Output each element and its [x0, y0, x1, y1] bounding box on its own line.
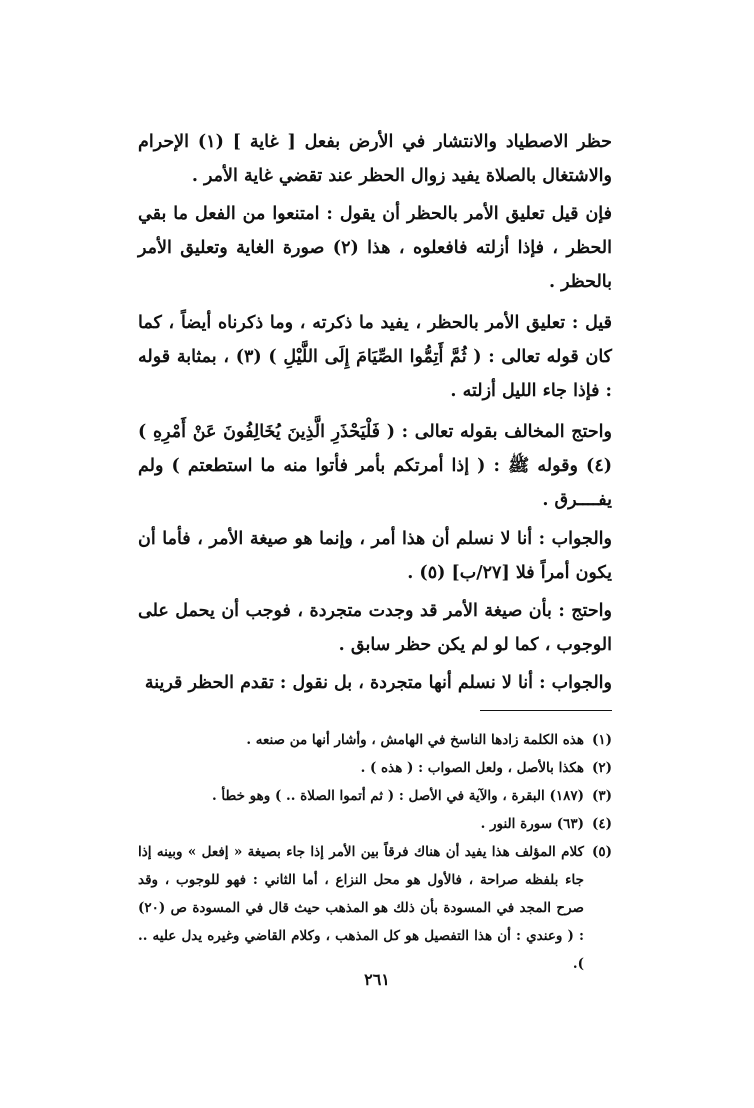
paragraph: والجواب : أنا لا نسلم أنها متجردة ، بل نقول : تقدم الحظر قرينة: [144, 673, 612, 693]
footnote-number: (٢): [591, 760, 612, 776]
footnote-text: هكذا بالأصل ، ولعل الصواب : ( هذه ) .: [360, 760, 584, 776]
footnote: [138, 726, 612, 754]
footnote-text: كلام المؤلف هذا يفيد أن هناك فرقاً بين الأمر إذا جاء بصيغة « إفعل » وبينه إذا جاء بلفظه صراحة ، فالأول هو محل النزاع ، أما الثاني : فهو للوجوب ، وقد صرح المجد في المسودة بأن ذلك هو المذهب حيث قال في المسودة ص (٢٠) : ( وعندي : أن هذا التفصيل هو كل المذهب ، وكلام القاضي وغيره يدل عليه .. ).: [138, 844, 584, 972]
paragraph: قيل : تعليق الأمر بالحظر ، يفيد ما ذكرته ، وما ذكرناه أيضاً ، كما كان قوله تعالى : ( ثُمَّ أَتِمُّوا الصِّيَامَ إِلَى اللَّيْلِ ) (٣) ، بمثابة قوله : فإذا جاء الليل أزلته .: [138, 313, 613, 401]
footnote-number: (٥): [591, 844, 612, 860]
main-text: [138, 125, 612, 700]
footnote: [138, 782, 612, 810]
footnote: [138, 754, 612, 782]
paragraph: واحتج المخالف بقوله تعالى : ( فَلْيَحْذَرِ الَّذِينَ يُخَالِفُونَ عَنْ أَمْرِهِ ) (٤) وقوله ﷺ : ( إذا أمرتكم بأمر فأتوا منه ما استطعتم ) ولم يفــــرق .: [138, 422, 612, 510]
footnotes: [138, 726, 612, 978]
footnote: [138, 838, 612, 978]
footnote-separator: [480, 710, 612, 711]
paragraph: واحتج : بأن صيغة الأمر قد وجدت متجردة ، فوجب أن يحمل على الوجوب ، كما لو لم يكن حظر سابق .: [138, 601, 612, 655]
paragraph: فإن قيل تعليق الأمر بالحظر أن يقول : امتنعوا من الفعل ما بقي الحظر ، فإذا أزلته فافعلوه ، هذا (٢) صورة الغاية وتعليق الأمر بالحظر .: [138, 204, 613, 292]
footnote-number: (٣): [591, 788, 612, 804]
footnote-text: (١٨٧) البقرة ، والآية في الأصل : ( ثم أتموا الصلاة .. ) وهو خطأ .: [212, 788, 584, 804]
footnote-number: (٤): [591, 816, 612, 832]
page-number: ٢٦١: [364, 970, 390, 989]
footnote-number: (١): [591, 732, 612, 748]
footnote-text: هذه الكلمة زادها الناسخ في الهامش ، وأشار أنها من صنعه .: [246, 732, 584, 748]
paragraph: حظر الاصطياد والانتشار في الأرض بفعل [ غاية ] (١) الإحرام والاشتغال بالصلاة يفيد زوال الحظر عند تقضي غاية الأمر .: [138, 132, 612, 186]
paragraph: والجواب : أنا لا نسلم أن هذا أمر ، وإنما هو صيغة الأمر ، فأما أن يكون أمراً فلا [٢٧/ب] (٥) .: [138, 529, 612, 583]
footnote-text: (٦٣) سورة النور .: [480, 816, 584, 832]
footnote: [138, 810, 612, 838]
